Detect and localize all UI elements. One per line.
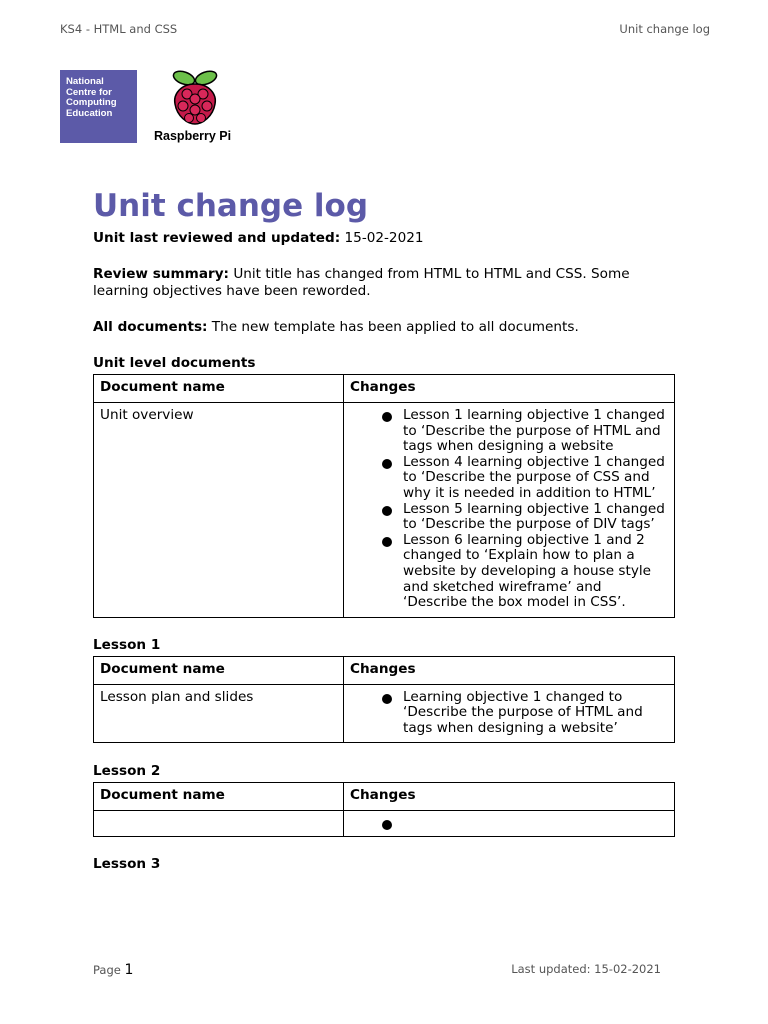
header-left: KS4 - HTML and CSS (60, 22, 178, 36)
change-item: Lesson 4 learning objective 1 changed to ‘Describe the purpose of CSS and why it is needed in addition to HTML’ (378, 455, 668, 502)
change-table (93, 374, 675, 618)
table-header-row (94, 656, 675, 684)
ncce-logo-line: Computing (66, 97, 117, 109)
document-name: Lesson plan and slides (94, 684, 344, 742)
column-header: Changes (344, 782, 675, 810)
raspberry-icon (169, 68, 221, 126)
raspberry-pi-label: Raspberry Pi (154, 129, 232, 143)
footer-page-number: 1 (124, 962, 134, 978)
table-header-row (94, 782, 675, 810)
change-item: Lesson 6 learning objective 1 and 2 changed to ‘Explain how to plan a website by developing a house style and sketched wireframe’ and ‘Describe the box model in CSS’. (378, 533, 668, 611)
header-right: Unit change log (619, 22, 710, 36)
changes-list (350, 408, 668, 611)
section-title: Lesson 2 (93, 762, 161, 779)
column-header: Document name (94, 656, 344, 684)
section-title: Unit level documents (93, 355, 256, 371)
footer-page-label: Page (93, 963, 121, 977)
document-body (93, 186, 675, 873)
all-documents-value: The new template has been applied to all documents. (211, 319, 579, 335)
section-title: Lesson 1 (93, 636, 161, 653)
changes-cell (344, 684, 675, 742)
ncce-logo-line: Centre for (66, 86, 112, 98)
document-name (94, 810, 344, 837)
review-summary (93, 266, 675, 300)
changes-list (350, 690, 668, 737)
column-header: Document name (94, 782, 344, 810)
change-table (93, 782, 675, 838)
reviewed-line (93, 230, 675, 247)
table-row (94, 684, 675, 742)
footer-updated: Last updated: 15-02-2021 (511, 962, 661, 976)
change-item: Lesson 1 learning objective 1 changed to ‘Describe the purpose of HTML and tags when designing a website (378, 408, 668, 455)
reviewed-label: Unit last reviewed and updated: (93, 230, 341, 246)
change-table (93, 656, 675, 743)
review-summary-label: Review summary: (93, 266, 229, 282)
change-item (378, 816, 668, 832)
section-title: Lesson 3 (93, 856, 161, 873)
ncce-logo-line: Education (66, 107, 113, 119)
table-row (94, 810, 675, 837)
table-header-row (94, 375, 675, 403)
footer-page (93, 962, 133, 978)
ncce-logo (60, 70, 137, 143)
raspberry-pi-logo (152, 68, 238, 148)
all-documents (93, 319, 675, 336)
table-row (94, 403, 675, 618)
changes-cell (344, 403, 675, 618)
changes-cell (344, 810, 675, 837)
reviewed-value: 15-02-2021 (344, 230, 424, 246)
column-header: Changes (344, 375, 675, 403)
change-item: Learning objective 1 changed to ‘Describe the purpose of HTML and tags when designing a website’ (378, 690, 668, 737)
document-name: Unit overview (94, 403, 344, 618)
column-header: Changes (344, 656, 675, 684)
change-item: Lesson 5 learning objective 1 changed to ‘Describe the purpose of DIV tags’ (378, 502, 668, 533)
all-documents-label: All documents: (93, 319, 208, 335)
changes-list (350, 816, 668, 832)
ncce-logo-line: National (66, 76, 104, 87)
column-header: Document name (94, 375, 344, 403)
page-title: Unit change log (93, 188, 369, 224)
review-summary-value: Unit title has changed from HTML to HTML and CSS. Some learning objectives have been reworded. (93, 266, 630, 299)
